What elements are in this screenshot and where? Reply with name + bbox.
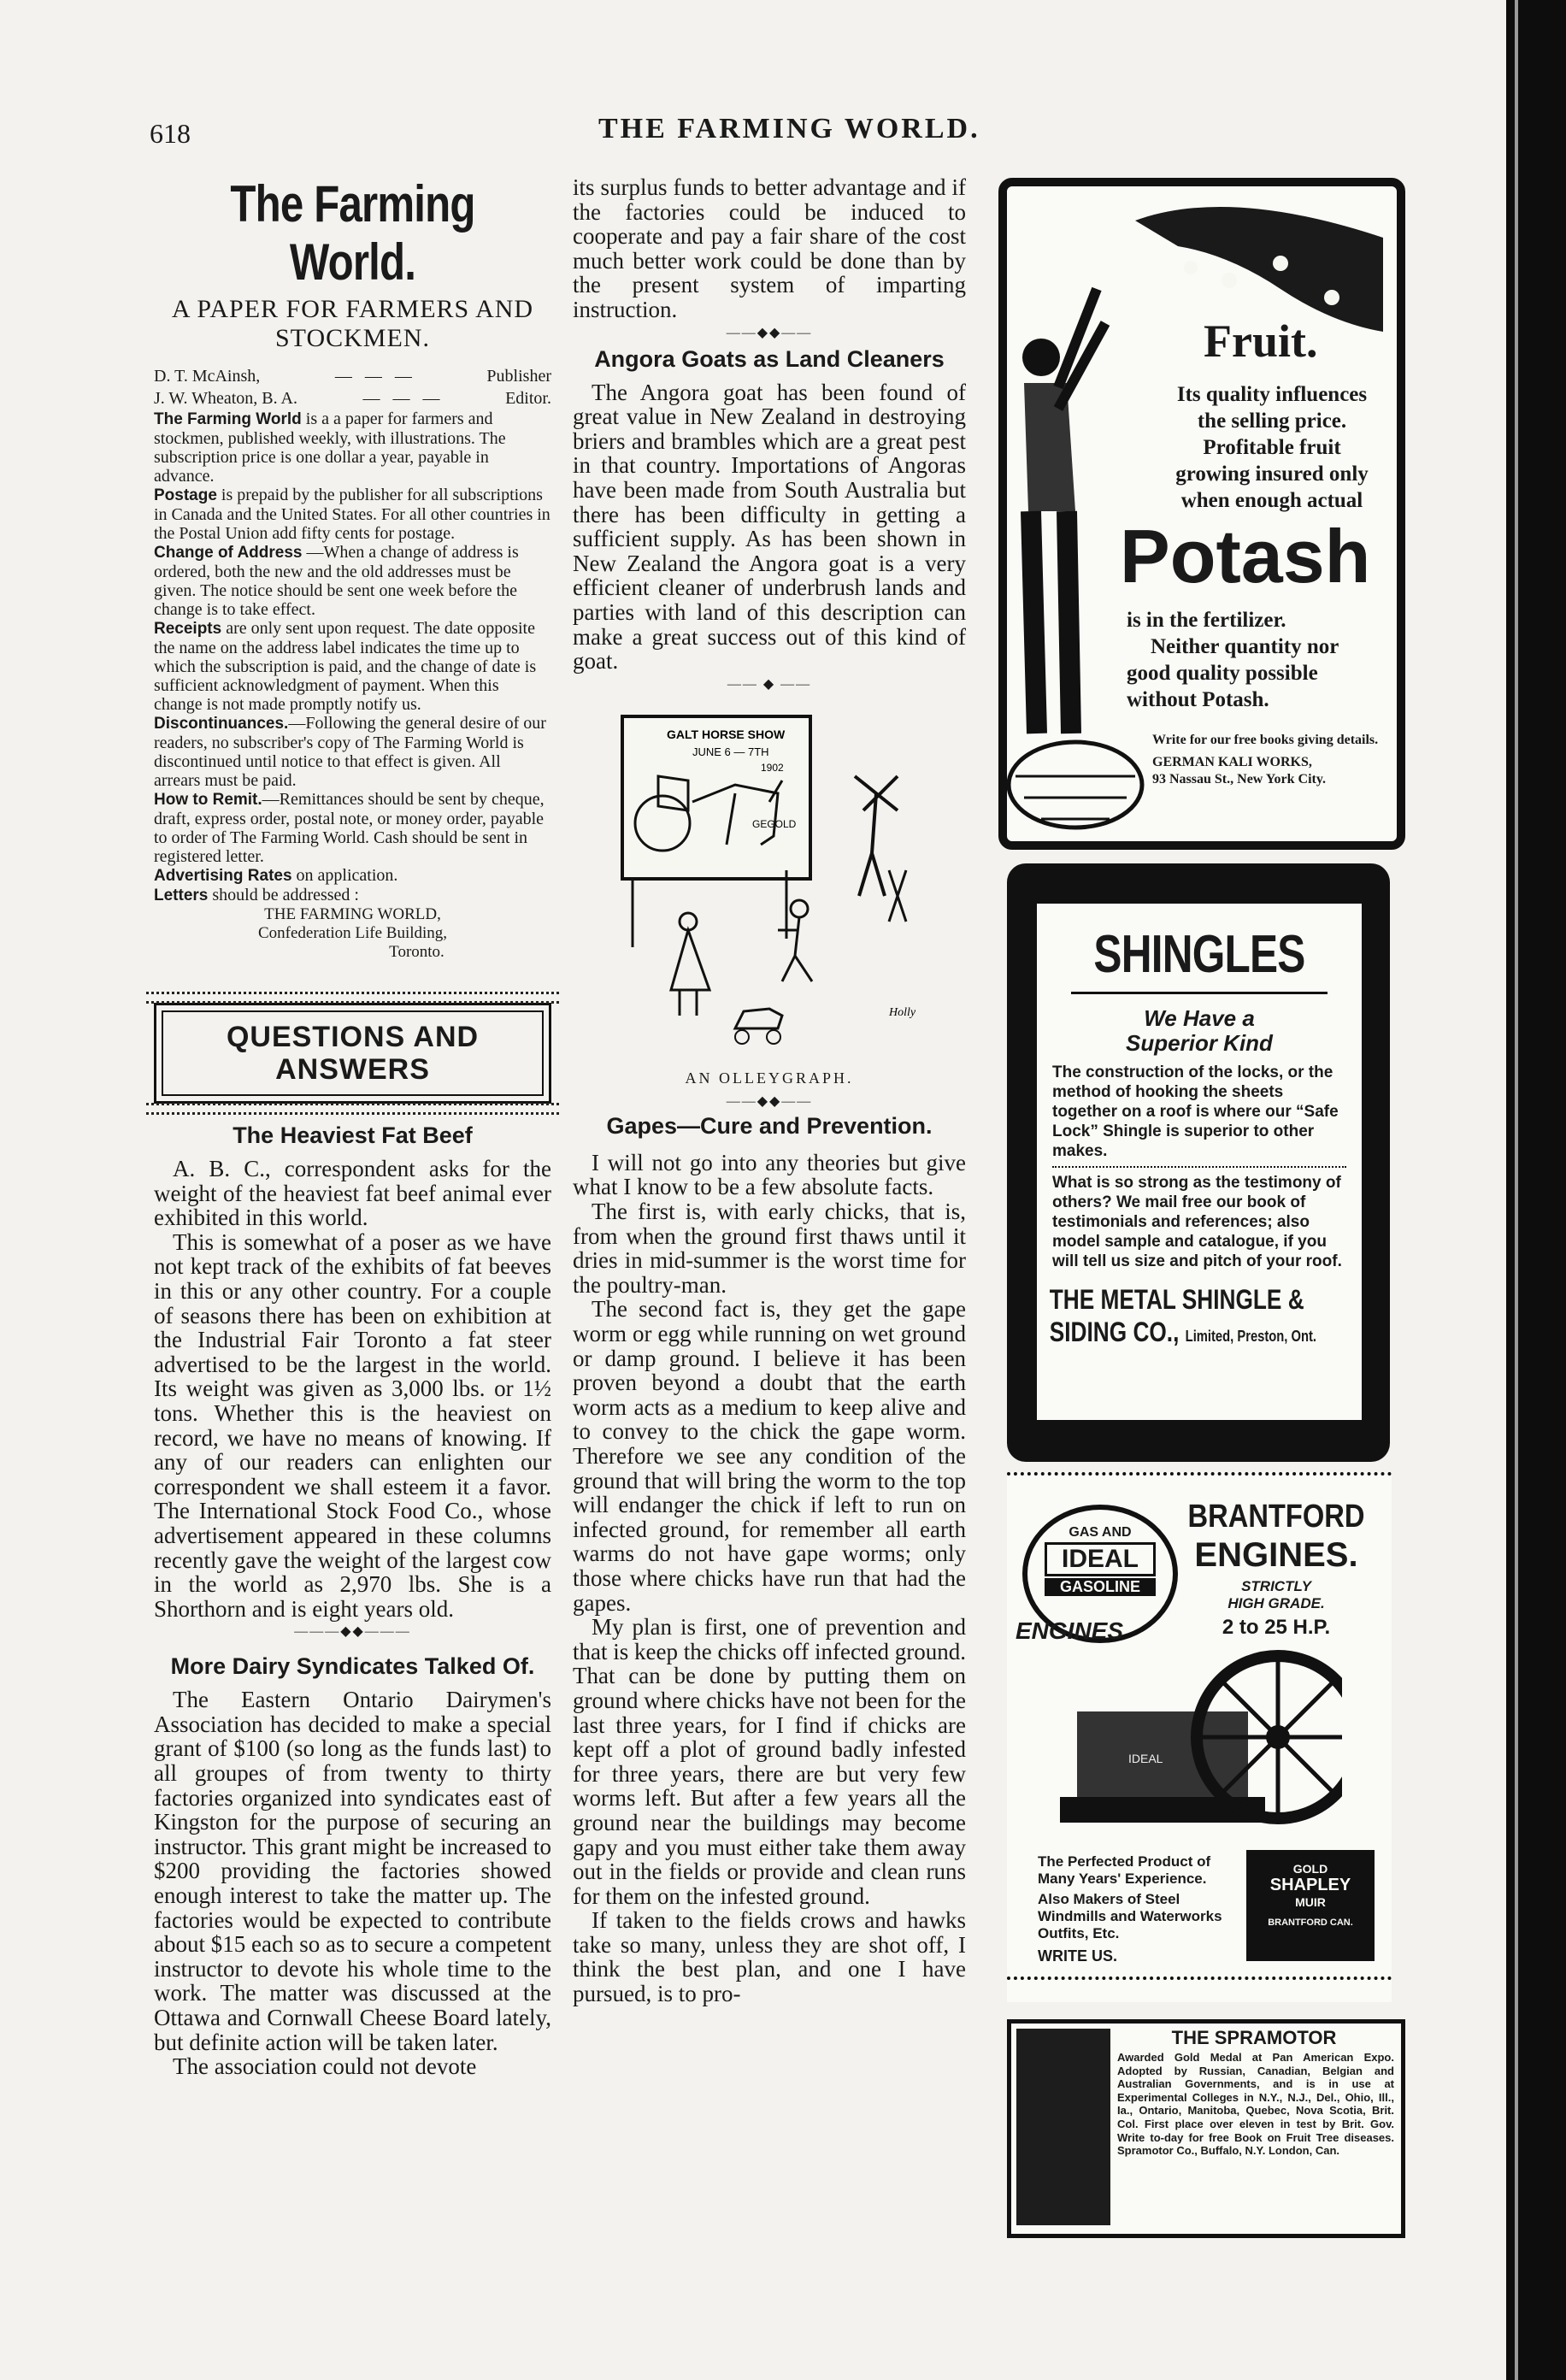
article-paragraph: The Angora goat has been found of great value in New Zealand in destroying briers and brambles which are a great pest in that country. Importations of Angoras have been made from South Australia but there has been difficulty in getting a sufficient supply. As has been shown in New Zealand the Angora goat is a very efficient cleaner of underbrush lands and parties with land of this description can make a great success out of this kind of goat. [573, 379, 966, 675]
cartoon-illustration [607, 699, 966, 1063]
editor-line [154, 387, 551, 409]
shingles-advertisement [1007, 863, 1390, 1462]
ad-text: Its quality influences the selling price. Profitable fruit growing insured only when enough actual [1175, 383, 1369, 512]
company-name: THE METAL SHINGLE & SIDING CO., Limited, Preston, Ont. [1049, 1284, 1317, 1347]
notice-item: Advertising Rates on application. [154, 866, 398, 885]
artist-signature: Holly [889, 1005, 916, 1019]
editor-dash: — — — [362, 389, 440, 408]
tree-foliage [1135, 207, 1383, 332]
potash-word: Potash [1120, 514, 1371, 598]
ad-subhead: We Have a Superior Kind [1126, 1005, 1273, 1056]
ad-body: What is so strong as the testimony of others? We mail free our book of testimonials and references; also model sample and catalogue, if you will tell us size and pitch of your roof. [1052, 1174, 1342, 1270]
notice-item: Letters should be addressed : [154, 886, 359, 904]
ornament-divider: ——◆◆—— [726, 325, 813, 340]
person-legs [1031, 511, 1071, 733]
ad-footer: Write for our free books giving details. GERMAN KALI WORKS, 93 Nassau St., New York City. [1152, 733, 1379, 786]
logo-engines-text: ENGINES [1016, 1617, 1124, 1644]
article-paragraph: The Eastern Ontario Dairymen's Association has decided to make a special grant of $100 (so long as the funds last) to all groupes of from twenty to thirty factories organized into syndicates east of Kingston for the purpose of securing an instructor. This grant might be increased to $200 providing the factories showed enough interest to take the matter up. The factories would be expected to contribute about $15 each so as to secure a competent instructor to devote his whole time to the work. The matter was discussed at the Ottawa and Cornwall Cheese Board lately, but definite action will be taken later. [154, 1687, 551, 2055]
publisher-role: Publisher [486, 367, 551, 386]
ad-headline: THE SPRAMOTOR [1171, 2027, 1337, 2048]
column-middle [573, 175, 966, 2006]
masthead-title: The Farming World. [230, 175, 475, 291]
ad-text: is in the fertilizer. Neither quantity nor good quality possible without Potash. [1127, 609, 1339, 711]
spramotor-pump-image [1016, 2029, 1110, 2225]
editor-role: Editor. [505, 389, 551, 408]
horse-show-cartoon [607, 699, 932, 1058]
article-paragraph: If taken to the fields crows and hawks take so many, unless they are shot off, I think the best plan, and one I have pursued, is to pro- [573, 1907, 966, 2007]
questions-answers-banner [154, 1003, 551, 1104]
sign-text: GEGOLD [752, 817, 797, 830]
engine-illustration [1060, 1643, 1342, 1840]
notice-item: The Farming World is a a paper for farmers and stockmen, published weekly, with illustrations. The subscription price is one dollar a year, payable in advance. [154, 409, 506, 486]
ad-headline: Fruit. [1204, 315, 1318, 367]
illustration-caption: AN OLLEYGRAPH. [685, 1069, 854, 1087]
ad-headline: BRANTFORD ENGINES. STRICTLY HIGH GRADE. 2 to 25 H.P. [1187, 1499, 1365, 1639]
publisher-name: D. T. McAinsh, [154, 367, 261, 386]
notice-item: Receipts are only sent upon request. The date opposite the name on the address label indicates the time up to which the subscription is paid, and the change of date is sufficient acknowledgment of payment. When this change is not made promptly notify us. [154, 619, 537, 714]
article-paragraph: I will not go into any theories but give what I know to be a few absolute facts. [573, 1149, 966, 1200]
column-left [154, 175, 551, 2079]
ad-body: Awarded Gold Medal at Pan American Expo. Adopted by Russian, Canadian, Belgian and Australian Governments, and is in use at Experimental Colleges in N.Y., N.J., Del., Ohio, Ill., Ia., Ontario, Manitoba, Quebec, Nova Scotia, Brit. Col. First place over eleven in test by Brit. Gov. Write to-day for free Book on Fruit Tree diseases. Spramotor Co., Buffalo, N.Y. London, Can. [1117, 2051, 1394, 2158]
mailing-address [154, 905, 551, 962]
sign-text: 1902 [761, 761, 784, 774]
ad-headline: SHINGLES [1093, 925, 1305, 984]
address-line: Confederation Life Building, [257, 924, 448, 942]
notice-item: How to Remit.—Remittances should be sent by cheque, draft, express order, postal note, or money order, payable to order of The Farming World. Cash should be sent in registered letter. [154, 790, 545, 866]
engine-label: IDEAL [1128, 1752, 1163, 1765]
ornament-divider: —— ◆ —— [727, 676, 812, 692]
publisher-dash: — — — [334, 367, 412, 386]
gold-shapley-muir-badge: GOLD SHAPLEY MUIR BRANTFORD CAN. [1246, 1850, 1375, 1961]
address-line: Toronto. [389, 943, 444, 961]
notice-item: Discontinuances.—Following the general desire of our readers, no subscriber's copy of The Farming World is discontinued until notice to that effect is given. All arrears must be paid. [154, 714, 546, 790]
article-heading: The Heaviest Fat Beef [233, 1122, 473, 1148]
article-paragraph: The first is, with early chicks, that is, from when the ground first thaws until it dries in mid-summer is the worst time for the poultry-man. [573, 1199, 966, 1298]
sign-text: GALT HORSE SHOW [667, 727, 786, 741]
gas-gasoline-logo: GAS AND IDEAL GASOLINE [1022, 1505, 1178, 1643]
notice-item: Postage is prepaid by the publisher for all subscriptions in Canada and the United States. For all other countries in the Postal Union add fifty cents for postage. [154, 486, 550, 543]
publication-notices [154, 409, 551, 905]
article-heading: Gapes—Cure and Prevention. [606, 1112, 933, 1139]
article-paragraph: A. B. C., correspondent asks for the weight of the heaviest fat beef animal ever exhibited in this world. [154, 1156, 551, 1231]
publisher-line [154, 365, 551, 387]
spramotor-advertisement [1007, 2019, 1405, 2238]
article-paragraph: The second fact is, they get the gape worm or egg while running on wet ground or damp ground. I believe it has been proven beyond a doubt that the earth worm acts as a medium to keep alive and to convey to the chick the gape worm. Therefore we see any condition of the ground that will bring the worm to the top will endanger the chick if left to run on infected ground, for remember all earth warms do not have gape worms; only those where chicks have run that had the gapes. [573, 1296, 966, 1616]
potash-advertisement [998, 178, 1405, 850]
banner-line: QUESTIONS AND [226, 1021, 480, 1053]
brantford-engines-advertisement [1007, 1472, 1392, 2002]
masthead-subtitle: A PAPER FOR FARMERS AND STOCKMEN. [171, 295, 534, 352]
person-head [1022, 339, 1060, 376]
ad-body: The Perfected Product of Many Years' Experience. Also Makers of Steel Windmills and Waterworks Outfits, Etc. WRITE US. [1038, 1853, 1222, 1965]
running-head: THE FARMING WORLD. [598, 113, 980, 144]
notice-item: Change of Address —When a change of address is ordered, both the new and the old addresses must be given. The notice should be sent one week before the change is to take effect. [154, 543, 519, 619]
fruit-basket [1009, 742, 1142, 828]
editor-name: J. W. Wheaton, B. A. [154, 389, 297, 408]
ornament-divider: ———◆◆——— [294, 1624, 411, 1640]
ornament-divider: ——◆◆—— [726, 1093, 813, 1109]
article-heading: Angora Goats as Land Cleaners [594, 345, 945, 372]
article-heading: More Dairy Syndicates Talked Of. [170, 1653, 535, 1680]
ad-body: The construction of the locks, or the method of hooking the sheets together on a roof is where our “Safe Lock” Shingle is superior to other makes. [1052, 1063, 1339, 1160]
banner-line: ANSWERS [275, 1053, 430, 1086]
article-paragraph: its surplus funds to better advantage and if the factories could be induced to cooperate and pay a fair share of the cost much better work could be done than by the present system of imparting instruction. [573, 174, 966, 322]
article-paragraph: The association could not devote [173, 2053, 477, 2080]
sign-text: JUNE 6 — 7TH [692, 745, 769, 758]
page-number: 618 [150, 118, 191, 149]
scan-edge-line [1515, 0, 1518, 2380]
person-shirt [1024, 383, 1075, 511]
article-paragraph: My plan is first, one of prevention and that is keep the chicks off infected ground. That can be done by putting them on ground where chicks have not been for the last three years, for I find if chicks are kept off a plot of ground badly infested for three years, there are but very few worms left. But after a few years all the ground near the buildings may become gapy and you must either take them away out in the fields or provide and clean runs for them on the infested ground. [573, 1614, 966, 1909]
address-line: THE FARMING WORLD, [264, 905, 441, 923]
article-paragraph: This is somewhat of a poser as we have not kept track of the exhibits of fat beeves in this or any other country. For a couple of seasons there has been on exhibition at the Industrial Fair Toronto a fat steer advertised to be the largest in the world. Its weight was given as 3,000 lbs. or 1½ tons. Whether this is the heaviest on record, we have no means of knowing. If any of our readers can enlighten our correspondent we shall esteem it a favor. The International Stock Food Co., whose advertisement appeared in these columns recently gave the weight of the largest cow in the world as 2,970 lbs. She is a Shorthorn and is eight years old. [154, 1228, 551, 1622]
